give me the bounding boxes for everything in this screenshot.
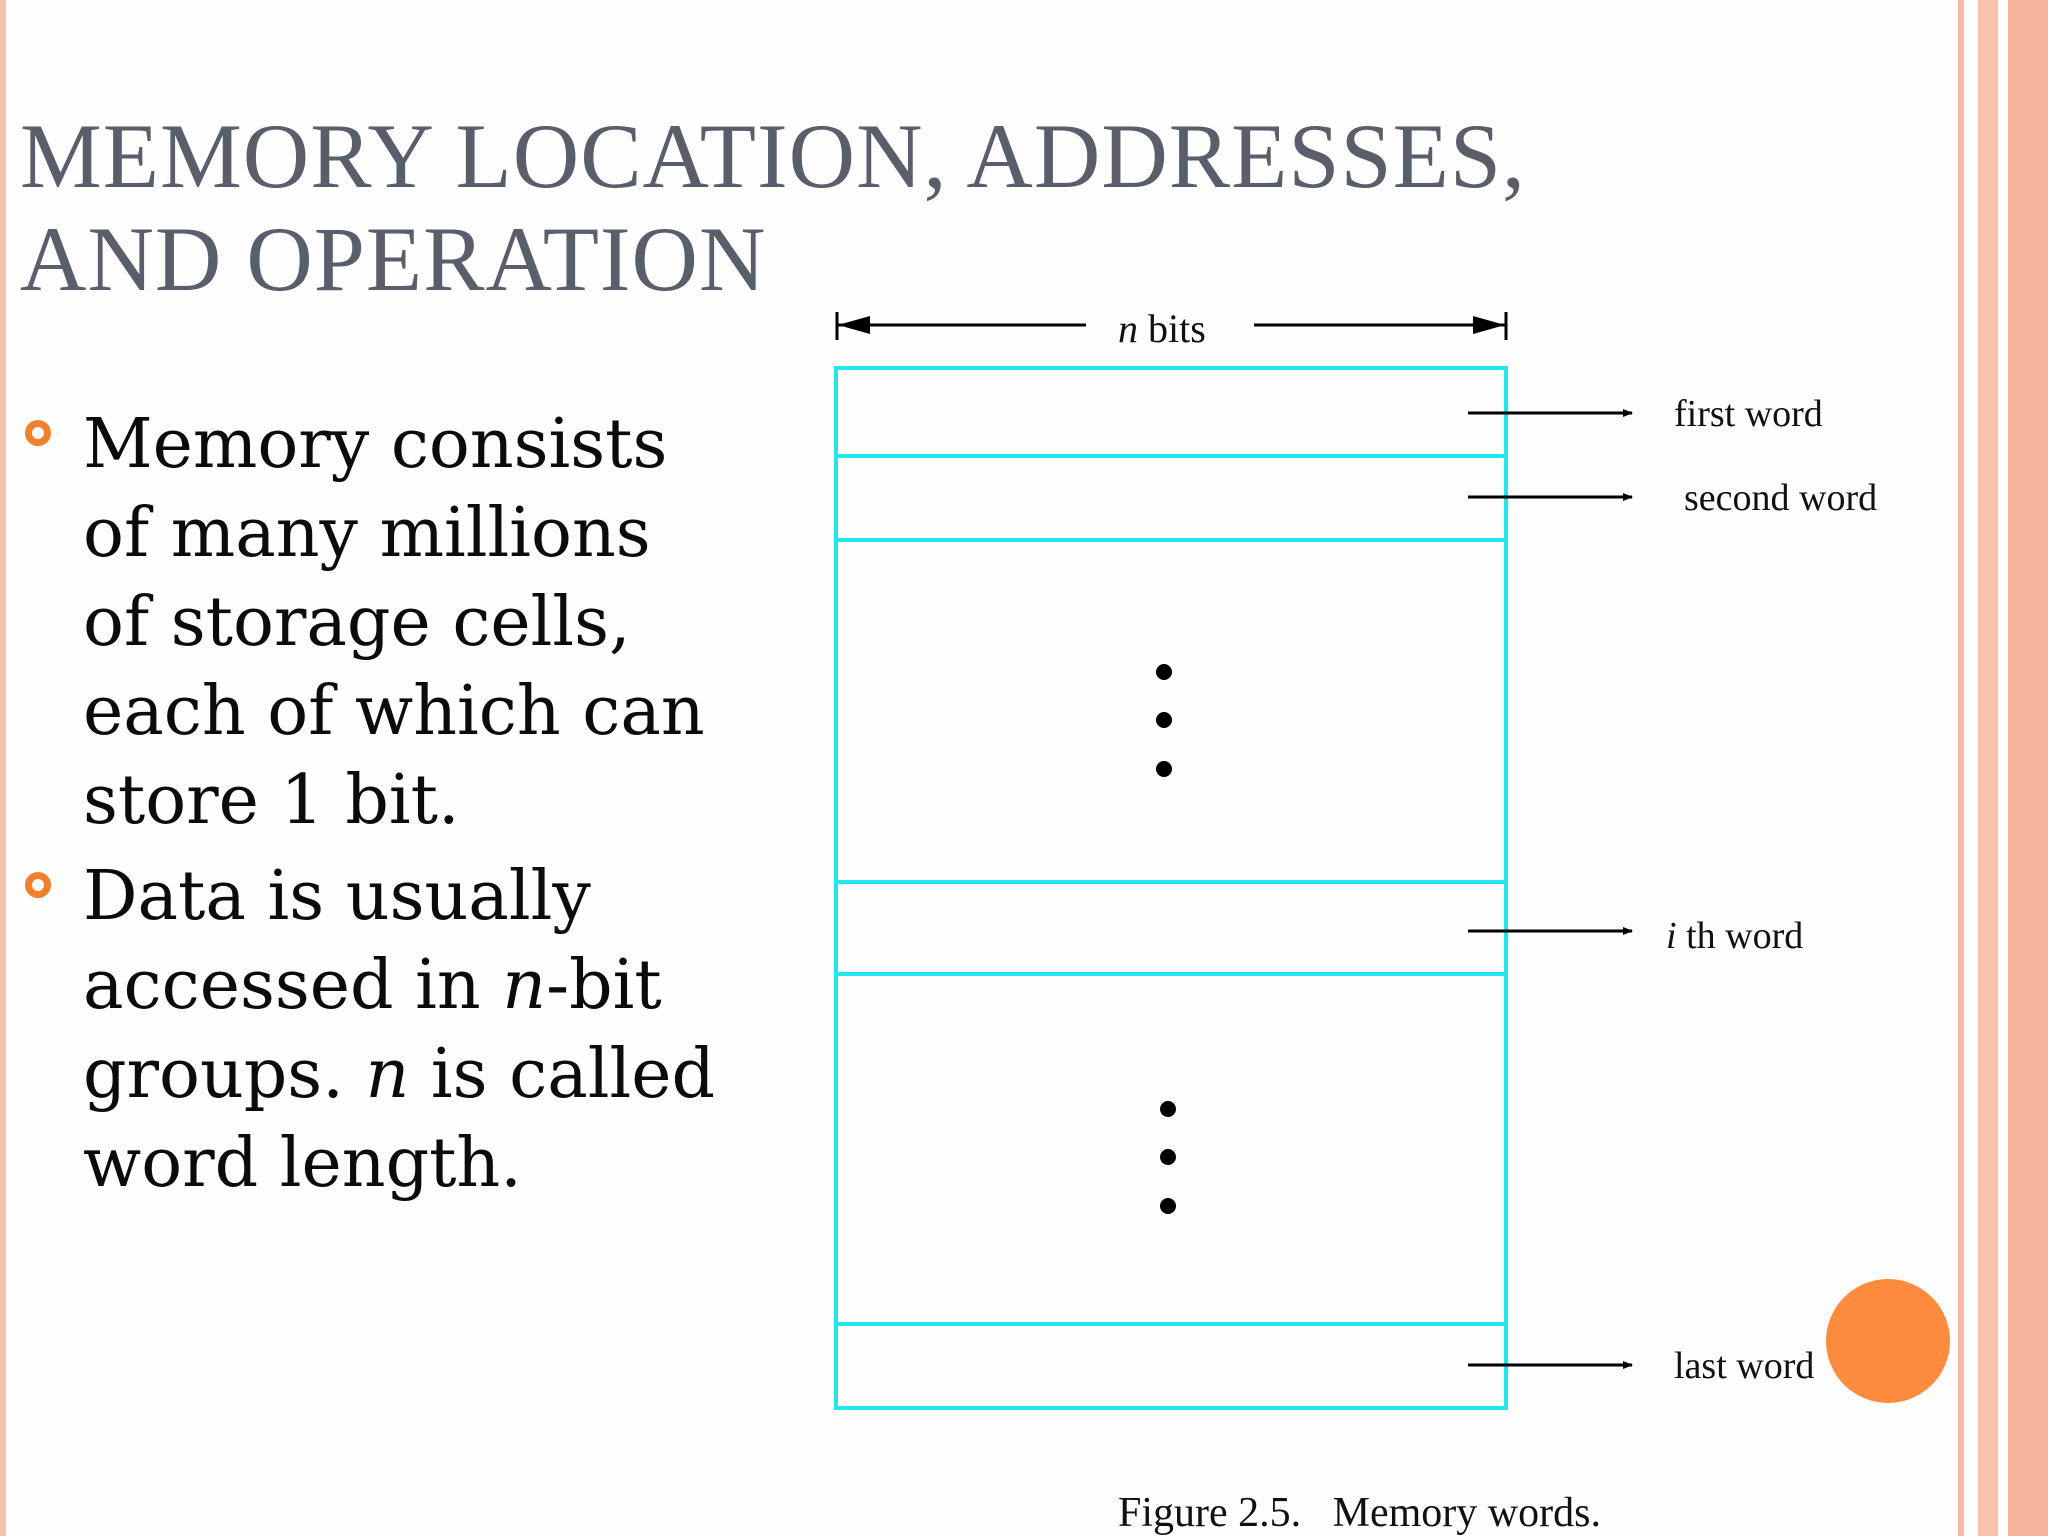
width-indicator — [837, 306, 1506, 351]
bullet-2-n-italic: n — [502, 946, 547, 1025]
bullet-1-line: Memory consists — [83, 405, 668, 484]
ellipsis-dot — [1156, 712, 1172, 728]
ellipsis-dots-lower — [1160, 1101, 1176, 1214]
bullet-1-line: of storage cells, — [83, 583, 631, 662]
bullet-2-n-italic: n — [365, 1035, 410, 1114]
width-label — [1118, 306, 1206, 351]
width-label-bits: bits — [1138, 306, 1206, 351]
memory-box-outline — [836, 368, 1506, 1408]
second-word-label: second word — [1684, 477, 1878, 519]
ellipsis-dot — [1160, 1149, 1176, 1165]
bullet-2-text-part: accessed in — [83, 946, 503, 1025]
width-label-n: n — [1118, 306, 1138, 351]
last-word-label: last word — [1674, 1345, 1815, 1387]
ellipsis-dot — [1156, 664, 1172, 680]
first-word-label: first word — [1674, 393, 1823, 435]
bullet-1-line: each of which can — [83, 672, 705, 751]
figure-caption: Figure 2.5. Memory words. — [1118, 1490, 1601, 1536]
bullet-1-line: of many millions — [83, 494, 651, 573]
ith-word-label-i: i — [1666, 915, 1677, 957]
width-arrowhead-left — [838, 316, 870, 334]
bullet-2-line: Data is usually — [83, 857, 591, 936]
slide-title-line-2: AND OPERATION — [20, 208, 767, 310]
bullet-2-line: word length. — [83, 1124, 522, 1203]
ith-word-label-rest: th word — [1676, 915, 1804, 957]
slide-title-line-1: MEMORY LOCATION, ADDRESSES, — [20, 105, 1527, 207]
bullet-2-text-part: groups. — [83, 1035, 366, 1114]
ellipsis-dot — [1160, 1101, 1176, 1117]
ellipsis-dot — [1160, 1198, 1176, 1214]
bullet-2-text-part: is called — [409, 1035, 716, 1114]
bullet-1-line: store 1 bit. — [83, 761, 460, 840]
orange-circle-decoration — [1826, 1279, 1950, 1403]
word-arrows — [1468, 413, 1632, 1365]
ellipsis-dots-upper — [1156, 664, 1172, 777]
memory-box — [836, 368, 1506, 1408]
ellipsis-dot — [1156, 761, 1172, 777]
ith-word-label — [1666, 915, 1803, 957]
bullet-2-text-part: -bit — [546, 946, 662, 1025]
width-arrowhead-right — [1473, 316, 1505, 334]
